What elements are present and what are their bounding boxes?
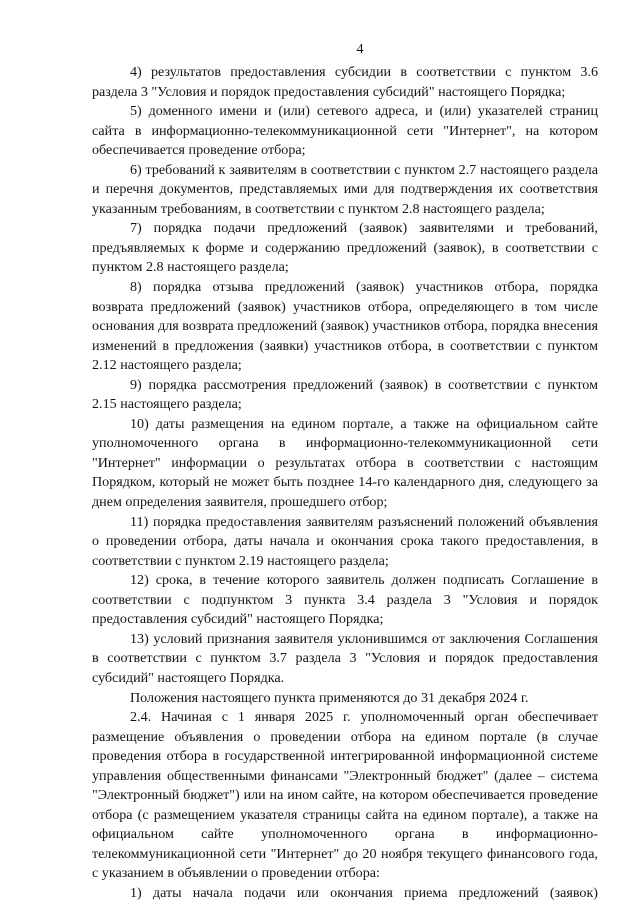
page-number: 4 — [356, 41, 364, 57]
paragraph-subitem-1: 1) даты начала подачи или окончания приема предложений (заявок) — [130, 884, 598, 901]
paragraph-item-13: 13) условий признания заявителя уклонившимся от заключения Соглашения в соответствии с пунктом 3.7 раздела 3 "Условия и порядок предоставления субсидий" настоящего Порядка. — [92, 630, 598, 686]
paragraph-item-12: 12) срока, в течение которого заявитель должен подписать Соглашение в соответствии с подпунктом 3 пункта 3.4 раздела 3 "Условия и порядок предоставления субсидий" настоящего Порядка; — [92, 572, 598, 628]
paragraph-item-8: 8) порядка отзыва предложений (заявок) участников отбора, порядка возврата предложений (заявок) участников отбора, определяющего в том числе основания для возврата предложений (заявок) участников отбора, порядка внесения изменений в предложения (заявки) участников отбора, в соответствии с пунктом 2.12 настоящего раздела; — [92, 279, 598, 374]
paragraph-item-4: 4) результатов предоставления субсидии в соответствии с пунктом 3.6 раздела 3 "Условия и порядок предоставления субсидий" настоящего Порядка; — [92, 64, 598, 100]
paragraph-item-11: 11) порядка предоставления заявителям разъяснений положений объявления о проведении отбора, даты начала и окончания срока такого предоставления, в соответствии с пунктом 2.19 настоящего раздела; — [92, 513, 598, 569]
paragraph-item-9: 9) порядка рассмотрения предложений (заявок) в соответствии с пунктом 2.15 настоящего раздела; — [92, 376, 598, 413]
paragraph-item-10: 10) даты размещения на едином портале, а также на официальном сайте уполномоченного органа в информационно-телекоммуникационной сети "Интернет" информации о результатах отбора в соответствии с настоящим Порядком, который не может быть позднее 14-го календарного дня, следующего за днем определения заявителя, прошедшего отбор; — [92, 415, 598, 511]
paragraph-section-2-4: 2.4. Начиная с 1 января 2025 г. уполномоченный орган обеспечивает размещение объявления о проведении отбора на едином портале (в случае проведения отбора в государственной интегрированной информационной системе управления общественными финансами "Электронный бюджет" (далее – система "Электронный бюджет") или на ином сайте, на котором обеспечивается проведение отбора (с размещением указателя страницы сайта на едином портале), а также на официальном сайте уполномоченного органа в информационно-телекоммуникационной сети "Интернет" до 20 ноября текущего финансового года, с указанием в объявлении о проведении отбора: — [92, 709, 598, 882]
paragraph-item-6: 6) требований к заявителям в соответствии с пунктом 2.7 настоящего раздела и перечня документов, представляемых ими для подтверждения их соответствия указанным требованиям, в соответствии с пунктом 2.8 настоящего раздела; — [92, 161, 598, 217]
paragraph-applicability-note: Положения настоящего пункта применяются до 31 декабря 2024 г. — [130, 689, 529, 706]
paragraph-item-7: 7) порядка подачи предложений (заявок) заявителями и требований, предъявляемых к форме и содержанию предложений (заявок), в соответствии с пунктом 2.8 настоящего раздела; — [92, 220, 598, 276]
paragraph-item-5: 5) доменного имени и (или) сетевого адреса, и (или) указателей страниц сайта в информационно-телекоммуникационной сети "Интернет", на котором обеспечивается проведение отбора; — [92, 103, 598, 159]
